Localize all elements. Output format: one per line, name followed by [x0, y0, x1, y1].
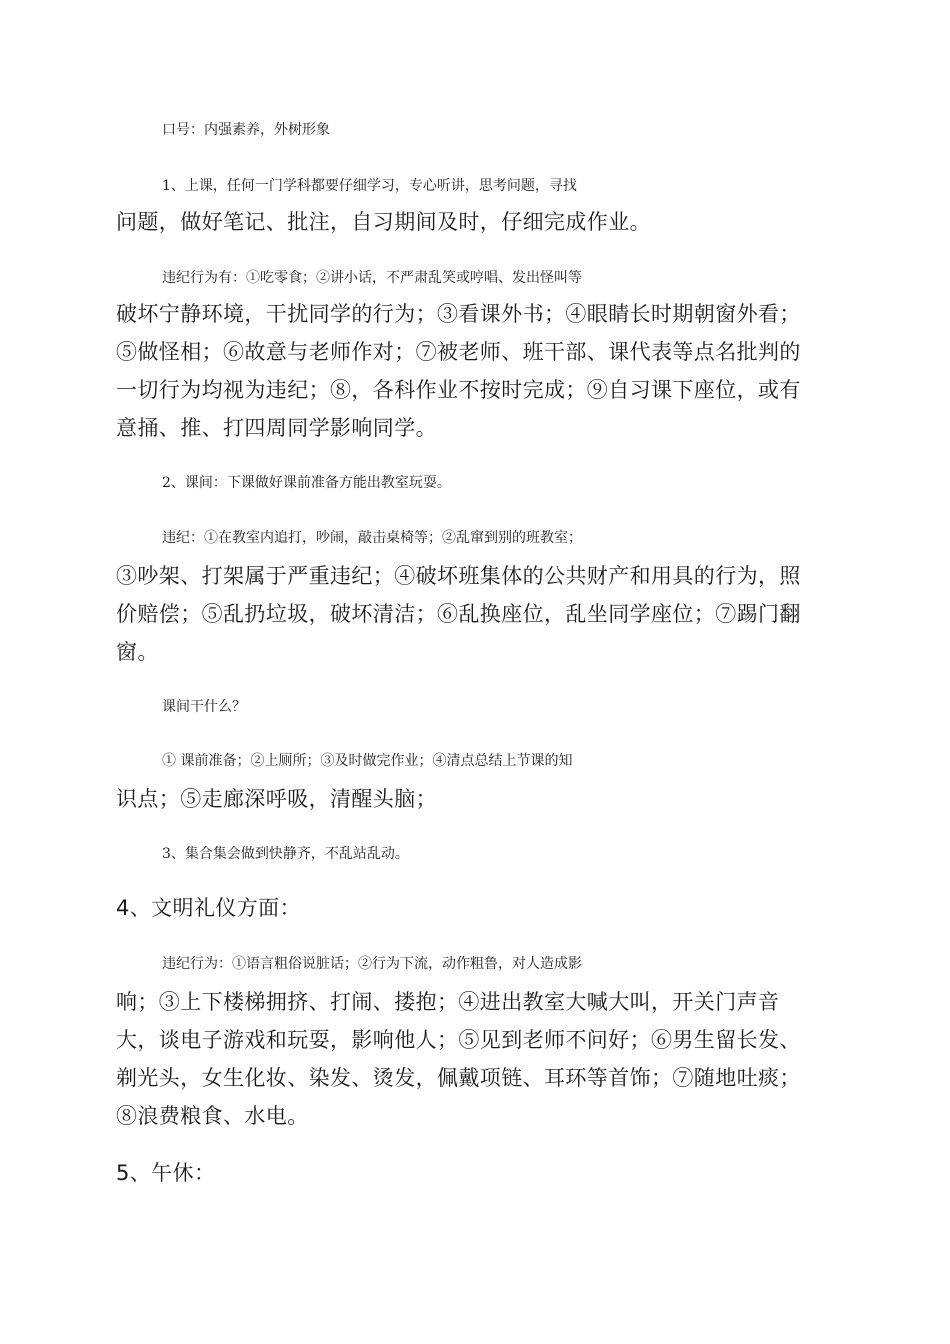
rule-1-line-1: 1、上课，任何一门学科都要仔细学习，专心听讲，思考问题，寻找 [162, 178, 577, 194]
class-violations-line-2: 破坏宁静环境，干扰同学的行为；③看课外书；④眼睛长时期朝窗外看； [116, 302, 801, 326]
break-violations-line-3: 价赔偿；⑤乱扔垃圾，破坏清洁；⑥乱换座位，乱坐同学座位；⑦踢门翻 [116, 602, 801, 626]
etiquette-violations-line-1: 违纪行为：①语言粗俗说脏话；②行为下流，动作粗鲁，对人造成影 [162, 956, 582, 972]
break-violations-line-4: 窗。 [116, 640, 159, 664]
class-violations-line-3: ⑤做怪相；⑥故意与老师作对；⑦被老师、班干部、课代表等点名批判的 [116, 340, 801, 364]
class-violations-line-5: 意捅、推、打四周同学影响同学。 [116, 416, 437, 440]
break-question-line: 课间干什么？ [162, 699, 246, 715]
break-violations-line-1: 违纪：①在教室内追打，吵闹，敲击桌椅等；②乱窜到别的班教室； [162, 530, 582, 546]
etiquette-violations-line-5: ⑧浪费粮食、水电。 [116, 1104, 309, 1128]
rule-5-heading: 5、午休： [116, 1161, 216, 1185]
etiquette-violations-line-3: 大，谈电子游戏和玩耍，影响他人；⑤见到老师不问好；⑥男生留长发、 [116, 1028, 801, 1052]
rule-2-line-1: 2、课间：下课做好课前准备方能出教室玩耍。 [162, 475, 451, 491]
slogan-line: 口号：内强素养，外树形象 [162, 122, 330, 138]
rule-4-heading: 4、文明礼仪方面： [116, 896, 301, 920]
class-violations-line-1: 违纪行为有：①吃零食；②讲小话，不严肃乱笑或哼唱、发出怪叫等 [162, 270, 582, 286]
break-activities-line-2: 识点；⑤走廊深呼吸，清醒头脑； [116, 787, 437, 811]
class-violations-line-4: 一切行为均视为违纪；⑧，各科作业不按时完成；⑨自习课下座位，或有 [116, 378, 801, 402]
break-violations-line-2: ③吵架、打架属于严重违纪；④破坏班集体的公共财产和用具的行为，照 [116, 564, 801, 588]
etiquette-violations-line-4: 剃光头，女生化妆、染发、烫发，佩戴项链、耳环等首饰；⑦随地吐痰； [116, 1066, 801, 1090]
rule-1-line-2: 问题，做好笔记、批注，自习期间及时，仔细完成作业。 [116, 210, 651, 234]
break-activities-line-1: ① 课前准备；②上厕所；③及时做完作业；④清点总结上节课的知 [162, 753, 573, 769]
etiquette-violations-line-2: 响；③上下楼梯拥挤、打闹、搂抱；④进出教室大喊大叫，开关门声音 [116, 990, 780, 1014]
rule-3-line: 3、集合集会做到快静齐，不乱站乱动。 [162, 846, 409, 862]
